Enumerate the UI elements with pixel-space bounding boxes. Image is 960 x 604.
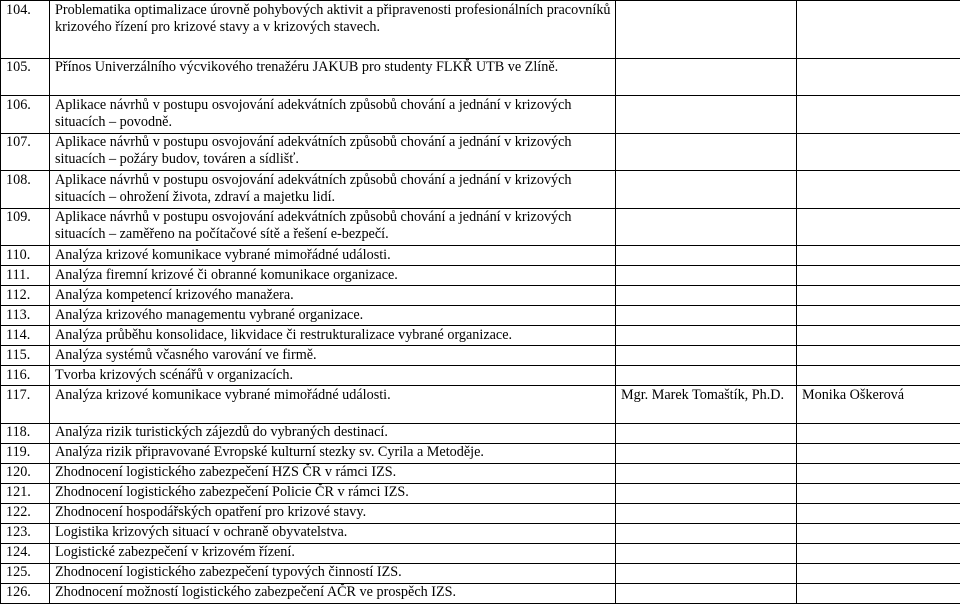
topic-number: 105. xyxy=(1,58,50,96)
topic-number: 123. xyxy=(1,523,50,543)
topic-supervisor xyxy=(616,563,797,583)
topic-title: Analýza systémů včasného varování ve firmě. xyxy=(50,346,616,366)
topic-title: Zhodnocení logistického zabezpečení HZS ČR v rámci IZS. xyxy=(50,463,616,483)
topic-student xyxy=(797,563,960,583)
topic-supervisor xyxy=(616,583,797,603)
topic-number: 115. xyxy=(1,346,50,366)
table-row xyxy=(1,386,960,424)
topic-supervisor xyxy=(616,96,797,134)
topic-supervisor xyxy=(616,133,797,171)
topic-student xyxy=(797,543,960,563)
topic-number: 120. xyxy=(1,463,50,483)
topic-student xyxy=(797,483,960,503)
topic-title: Zhodnocení hospodářských opatření pro krizové stavy. xyxy=(50,503,616,523)
topic-title: Aplikace návrhů v postupu osvojování adekvátních způsobů chování a jednání v krizových situacích – zaměřeno na počítačové sítě a řešení e-bezpečí. xyxy=(50,208,616,246)
topic-supervisor xyxy=(616,266,797,286)
topic-title: Analýza krizového managementu vybrané organizace. xyxy=(50,306,616,326)
topic-number: 114. xyxy=(1,326,50,346)
topic-student xyxy=(797,58,960,96)
table-row xyxy=(1,246,960,266)
table-row xyxy=(1,1,960,59)
topic-number: 104. xyxy=(1,1,50,59)
table-row xyxy=(1,306,960,326)
table-row xyxy=(1,483,960,503)
topic-supervisor: Mgr. Marek Tomaštík, Ph.D. xyxy=(616,386,797,424)
topic-student xyxy=(797,306,960,326)
topic-title: Analýza průběhu konsolidace, likvidace či restrukturalizace vybrané organizace. xyxy=(50,326,616,346)
table-row xyxy=(1,286,960,306)
topic-title: Analýza kompetencí krizového manažera. xyxy=(50,286,616,306)
table-row xyxy=(1,503,960,523)
topic-supervisor xyxy=(616,208,797,246)
topic-title: Analýza rizik turistických zájezdů do vybraných destinací. xyxy=(50,423,616,443)
table-row xyxy=(1,58,960,96)
topic-supervisor xyxy=(616,423,797,443)
topic-student xyxy=(797,286,960,306)
topic-supervisor xyxy=(616,463,797,483)
topic-student xyxy=(797,583,960,603)
topic-student xyxy=(797,463,960,483)
table-row xyxy=(1,423,960,443)
topic-student xyxy=(797,1,960,59)
topic-student xyxy=(797,171,960,209)
topic-student xyxy=(797,503,960,523)
table-row xyxy=(1,96,960,134)
table-row xyxy=(1,563,960,583)
topic-supervisor xyxy=(616,543,797,563)
topic-supervisor xyxy=(616,523,797,543)
topic-number: 107. xyxy=(1,133,50,171)
topic-title: Zhodnocení logistického zabezpečení Policie ČR v rámci IZS. xyxy=(50,483,616,503)
topic-supervisor xyxy=(616,1,797,59)
topic-number: 111. xyxy=(1,266,50,286)
topic-title: Problematika optimalizace úrovně pohybových aktivit a připravenosti profesionálních pracovníků krizového řízení pro krizové stavy a v krizových stavech. xyxy=(50,1,616,59)
topic-supervisor xyxy=(616,58,797,96)
topic-supervisor xyxy=(616,306,797,326)
table-row xyxy=(1,208,960,246)
topic-title: Logistické zabezpečení v krizovém řízení. xyxy=(50,543,616,563)
table-row xyxy=(1,523,960,543)
topic-title: Aplikace návrhů v postupu osvojování adekvátních způsobů chování a jednání v krizových situacích – požáry budov, továren a sídlišť. xyxy=(50,133,616,171)
topic-number: 110. xyxy=(1,246,50,266)
topic-number: 118. xyxy=(1,423,50,443)
topic-number: 117. xyxy=(1,386,50,424)
table-row xyxy=(1,266,960,286)
table-row xyxy=(1,463,960,483)
topic-student xyxy=(797,346,960,366)
topic-title: Zhodnocení možností logistického zabezpečení AČR ve prospěch IZS. xyxy=(50,583,616,603)
topic-student xyxy=(797,326,960,346)
table-row xyxy=(1,346,960,366)
topic-supervisor xyxy=(616,171,797,209)
topic-number: 106. xyxy=(1,96,50,134)
topic-number: 109. xyxy=(1,208,50,246)
topic-title: Analýza krizové komunikace vybrané mimořádné události. xyxy=(50,386,616,424)
topic-student: Monika Oškerová xyxy=(797,386,960,424)
topic-student xyxy=(797,266,960,286)
topic-student xyxy=(797,443,960,463)
topic-number: 119. xyxy=(1,443,50,463)
topic-title: Tvorba krizových scénářů v organizacích. xyxy=(50,366,616,386)
topic-title: Aplikace návrhů v postupu osvojování adekvátních způsobů chování a jednání v krizových situacích – povodně. xyxy=(50,96,616,134)
topic-supervisor xyxy=(616,246,797,266)
topic-number: 124. xyxy=(1,543,50,563)
topic-title: Analýza rizik připravované Evropské kulturní stezky sv. Cyrila a Metoděje. xyxy=(50,443,616,463)
topic-number: 112. xyxy=(1,286,50,306)
topic-number: 122. xyxy=(1,503,50,523)
topic-student xyxy=(797,96,960,134)
topic-number: 121. xyxy=(1,483,50,503)
topic-number: 113. xyxy=(1,306,50,326)
topic-number: 126. xyxy=(1,583,50,603)
topic-supervisor xyxy=(616,443,797,463)
topic-student xyxy=(797,523,960,543)
topic-title: Aplikace návrhů v postupu osvojování adekvátních způsobů chování a jednání v krizových situacích – ohrožení života, zdraví a majetku lidí. xyxy=(50,171,616,209)
thesis-topics-body xyxy=(1,1,960,604)
topic-title: Logistika krizových situací v ochraně obyvatelstva. xyxy=(50,523,616,543)
table-row xyxy=(1,171,960,209)
topic-title: Analýza firemní krizové či obranné komunikace organizace. xyxy=(50,266,616,286)
topic-number: 108. xyxy=(1,171,50,209)
topic-student xyxy=(797,208,960,246)
topic-title: Zhodnocení logistického zabezpečení typových činností IZS. xyxy=(50,563,616,583)
topic-supervisor xyxy=(616,483,797,503)
topic-student xyxy=(797,366,960,386)
topic-number: 116. xyxy=(1,366,50,386)
topic-supervisor xyxy=(616,366,797,386)
topic-title: Analýza krizové komunikace vybrané mimořádné události. xyxy=(50,246,616,266)
topic-student xyxy=(797,246,960,266)
topic-supervisor xyxy=(616,503,797,523)
table-row xyxy=(1,366,960,386)
topic-supervisor xyxy=(616,346,797,366)
topic-supervisor xyxy=(616,286,797,306)
table-row xyxy=(1,543,960,563)
topic-supervisor xyxy=(616,326,797,346)
topic-number: 125. xyxy=(1,563,50,583)
table-row xyxy=(1,326,960,346)
table-row xyxy=(1,583,960,603)
table-row xyxy=(1,443,960,463)
table-row xyxy=(1,133,960,171)
topic-title: Přínos Univerzálního výcvikového trenažéru JAKUB pro studenty FLKŘ UTB ve Zlíně. xyxy=(50,58,616,96)
topic-student xyxy=(797,133,960,171)
topic-student xyxy=(797,423,960,443)
